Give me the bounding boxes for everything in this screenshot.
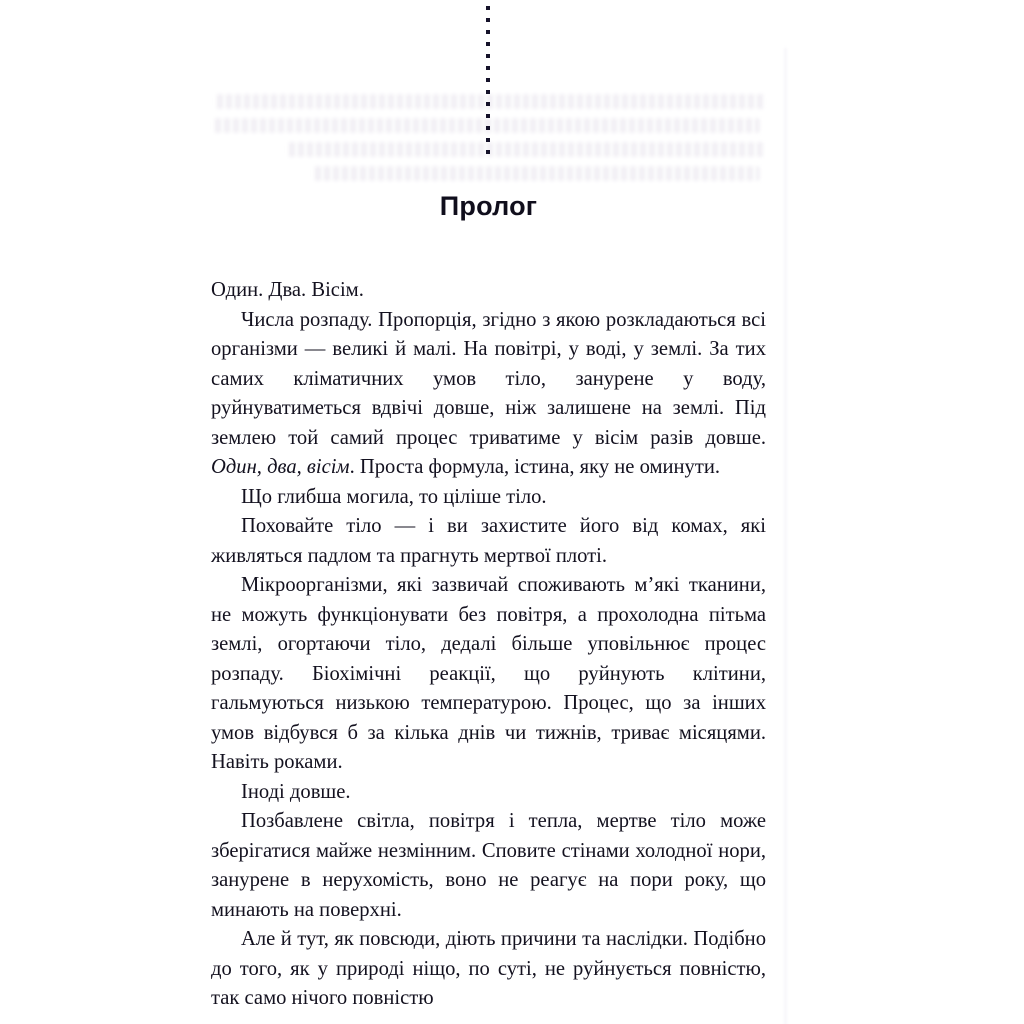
bleed-through-line (312, 166, 760, 181)
body-paragraph (211, 778, 766, 808)
body-paragraph (211, 512, 766, 571)
ornament-dot (486, 150, 490, 154)
text-run: Числа розпаду. Пропорція, згідно з якою розкладаються всі організми — великі й малі. На повітрі, у воді, у землі. За тих самих кліматичних умов тіло, занурене у воду, руйнуватиметься вдвічі довше, ніж залишене на землі. Під землею той самий процес триватиме у вісім разів довше. (211, 308, 766, 449)
ornament-dot (486, 90, 490, 94)
italic-text-run: Один, два, вісім (211, 456, 350, 478)
ornament-dot (486, 6, 490, 10)
ornament-dot (486, 18, 490, 22)
body-paragraph (211, 807, 766, 925)
ornament-dot (486, 54, 490, 58)
ornament-dot (486, 30, 490, 34)
ornament-dot (486, 114, 490, 118)
chapter-title: Пролог (439, 191, 538, 222)
vertical-dotted-rule-ornament (486, 6, 492, 166)
text-run: Іноді довше. (241, 780, 351, 803)
text-run: Один. Два. Вісім. (211, 279, 364, 301)
body-paragraph (211, 483, 766, 513)
ornament-dot (486, 78, 490, 82)
ornament-dot (486, 42, 490, 46)
ornament-dot (486, 138, 490, 142)
body-text-block (211, 276, 766, 1014)
bleed-through-line (286, 142, 764, 157)
text-run: Поховайте тіло — і ви захистите його від комах, які живляться падлом та прагнуть мертвої плоті. (211, 515, 766, 567)
ornament-dot (486, 66, 490, 70)
body-paragraph (211, 276, 766, 306)
body-paragraph (211, 925, 766, 1014)
body-paragraph (211, 306, 766, 483)
body-paragraph (211, 571, 766, 778)
text-run: . Проста формула, істина, яку не оминути. (349, 456, 721, 478)
ornament-dot (486, 126, 490, 130)
text-run: Що глибша могила, то ціліше тіло. (241, 485, 547, 508)
text-run: Мікроорганізми, які зазвичай споживають м’які тканини, не можуть функціонувати без повітря, а прохолодна пітьма землі, огортаючи тіло, дедалі більше уповільнює процес розпаду. Біохімічні реакції, що руйнують клітини, гальмуються низькою температурою. Процес, що за інших умов відбувся б за кілька днів чи тижнів, триває місяцями. Навіть роками. (211, 574, 766, 773)
text-run: Позбавлене світла, повітря і тепла, мертве тіло може зберігатися майже незмінним. Сповите стінами холодної нори, занурене в нерухомість, воно не реагує на пори року, що минають на поверхні. (211, 810, 766, 921)
text-run: Але й тут, як повсюди, діють причини та наслідки. Подібно до того, як у природі ніщо, по суті, не руйнується повністю, так само нічого повністю (211, 928, 766, 1009)
ornament-dot (486, 102, 490, 106)
